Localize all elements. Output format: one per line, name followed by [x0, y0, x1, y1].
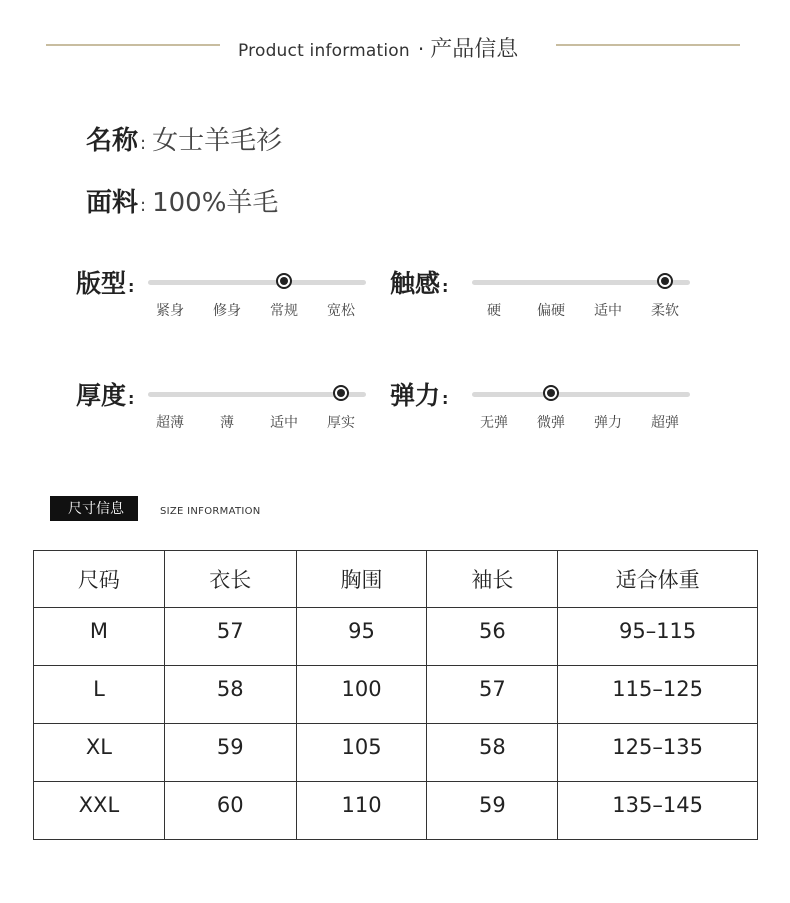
attr-elasticity-option: 微弹 — [537, 415, 565, 431]
table-cell: XL — [34, 724, 165, 782]
size-table-header: 尺码 — [34, 551, 165, 608]
table-row — [34, 724, 758, 782]
table-cell: 95–115 — [558, 608, 758, 666]
table-cell: 125–135 — [558, 724, 758, 782]
attr-elasticity-option: 无弹 — [480, 415, 508, 431]
table-cell: 95 — [296, 608, 427, 666]
size-section-badge: 尺寸信息 — [50, 496, 138, 521]
attr-fit-label: 版型 : — [76, 269, 135, 298]
attr-touch-label: 触感 : — [390, 269, 449, 298]
table-cell: M — [34, 608, 165, 666]
attr-thickness-label: 厚度 : — [76, 381, 135, 410]
attr-thickness-option: 薄 — [220, 415, 234, 431]
table-cell: 105 — [296, 724, 427, 782]
table-row — [34, 608, 758, 666]
section-header — [0, 30, 790, 60]
table-cell: L — [34, 666, 165, 724]
product-name-label: 名称 — [86, 126, 139, 156]
size-table-header: 袖长 — [427, 551, 558, 608]
size-table-header: 适合体重 — [558, 551, 758, 608]
attr-elasticity — [390, 376, 710, 436]
table-cell: 58 — [427, 724, 558, 782]
size-table-header: 胸围 — [296, 551, 427, 608]
attr-thickness-option: 适中 — [270, 415, 298, 431]
section-title-cn: 产品信息 — [430, 37, 519, 62]
attr-touch-options — [472, 300, 692, 320]
attr-elasticity-label: 弹力 : — [390, 381, 449, 410]
attr-fit-option: 修身 — [213, 303, 241, 319]
table-cell: 100 — [296, 666, 427, 724]
table-cell: 58 — [164, 666, 296, 724]
section-title-en: Product information — [238, 41, 410, 61]
attr-thickness-option: 厚实 — [327, 415, 355, 431]
product-fabric-row — [86, 182, 278, 219]
section-title-dot: · — [417, 37, 425, 61]
attr-fit-options — [148, 300, 368, 320]
product-fabric-colon: : — [140, 195, 147, 216]
header-divider-left — [46, 44, 220, 46]
attr-touch-option: 偏硬 — [537, 303, 565, 319]
product-name-colon: : — [140, 133, 147, 154]
header-divider-right — [556, 44, 740, 46]
table-cell: 60 — [164, 782, 296, 840]
size-table-header-row — [34, 551, 758, 608]
attr-elasticity-scale — [472, 392, 690, 397]
size-table-header: 衣长 — [164, 551, 296, 608]
attr-thickness — [76, 376, 396, 436]
attr-thickness-indicator — [333, 385, 349, 401]
attr-fit-scale — [148, 280, 366, 285]
size-section-en: SIZE INFORMATION — [160, 506, 261, 517]
attr-touch-option: 适中 — [594, 303, 622, 319]
size-section-header — [50, 496, 261, 521]
table-cell: 110 — [296, 782, 427, 840]
product-name-value: 女士羊毛衫 — [152, 126, 283, 156]
table-cell: 59 — [164, 724, 296, 782]
table-cell: XXL — [34, 782, 165, 840]
table-cell: 59 — [427, 782, 558, 840]
attr-touch-option: 柔软 — [651, 303, 679, 319]
attr-touch — [390, 264, 710, 324]
attr-touch-indicator — [657, 273, 673, 289]
table-row — [34, 666, 758, 724]
size-table — [33, 550, 758, 840]
product-fabric-value: 100%羊毛 — [152, 188, 279, 218]
attr-fit-indicator — [276, 273, 292, 289]
table-cell: 115–125 — [558, 666, 758, 724]
attr-thickness-options — [148, 412, 368, 432]
attr-elasticity-indicator — [543, 385, 559, 401]
attr-fit-option: 宽松 — [327, 303, 355, 319]
table-cell: 135–145 — [558, 782, 758, 840]
table-row — [34, 782, 758, 840]
attr-elasticity-options — [472, 412, 692, 432]
table-cell: 57 — [427, 666, 558, 724]
attr-thickness-option: 超薄 — [156, 415, 184, 431]
table-cell: 57 — [164, 608, 296, 666]
attr-touch-option: 硬 — [487, 303, 501, 319]
attr-elasticity-option: 弹力 — [594, 415, 622, 431]
product-name-row — [86, 120, 282, 157]
attr-fit-option: 紧身 — [156, 303, 184, 319]
attr-fit — [76, 264, 396, 324]
attr-elasticity-option: 超弹 — [651, 415, 679, 431]
product-fabric-label: 面料 — [86, 188, 139, 218]
section-title — [238, 32, 518, 63]
attr-fit-option: 常规 — [270, 303, 298, 319]
table-cell: 56 — [427, 608, 558, 666]
